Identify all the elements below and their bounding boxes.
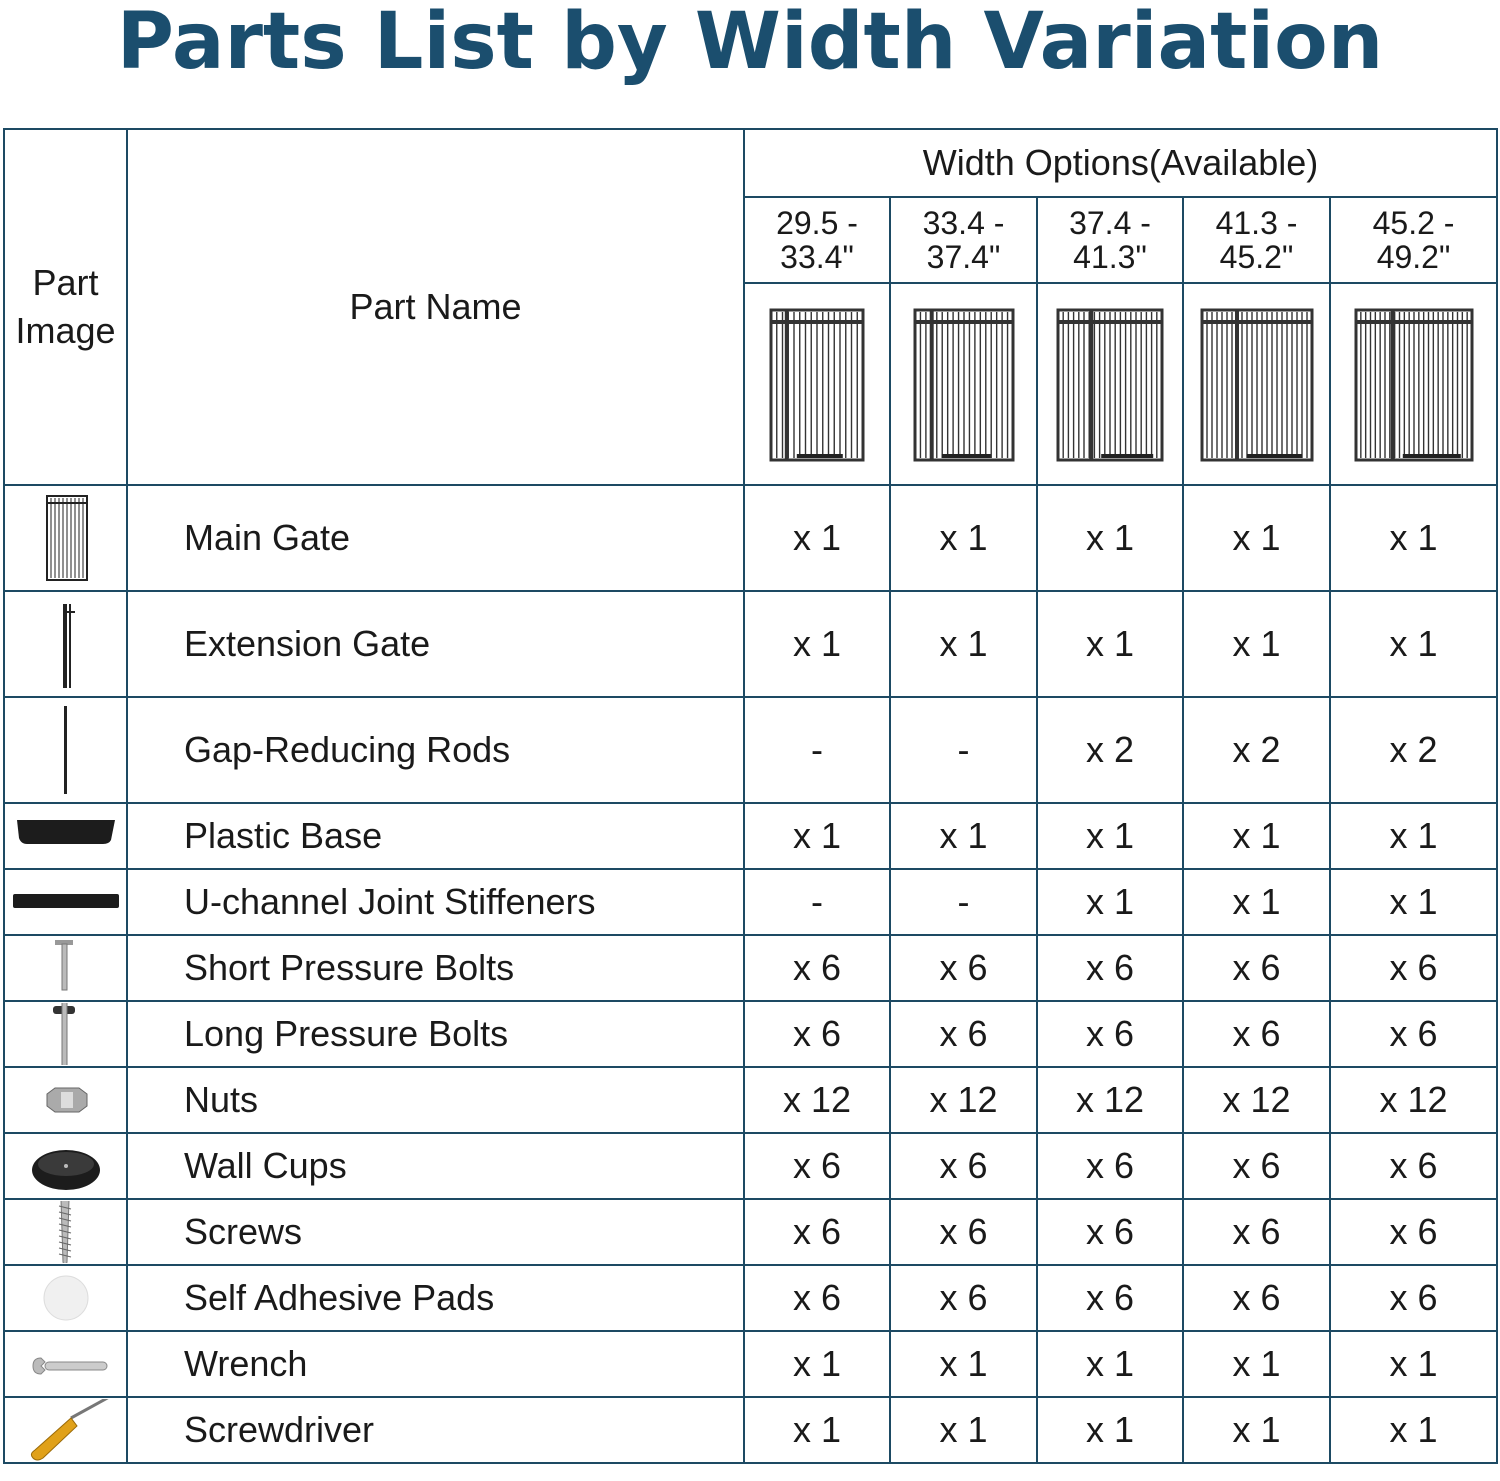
quantity-cell: x 6 [1183,1199,1330,1265]
quantity-cell: x 6 [1183,1133,1330,1199]
quantity-cell: x 6 [890,1001,1037,1067]
col-header-part-image [4,129,127,485]
part-name-cell: Nuts [127,1067,744,1133]
part-image-cell [4,697,127,803]
part-image-header-label: Part Image [15,262,116,351]
nut-icon [11,1069,121,1131]
width-range-header [890,197,1037,283]
quantity-cell: x 6 [1183,1001,1330,1067]
quantity-cell: x 12 [1037,1067,1183,1133]
part-name-header-label: Part Name [349,286,522,327]
table-row [4,1001,1497,1067]
quantity-cell: x 6 [1330,1001,1497,1067]
part-name-cell: U-channel Joint Stiffeners [127,869,744,935]
quantity-cell: x 1 [1330,591,1497,697]
quantity-cell: x 12 [890,1067,1037,1133]
gate-illustration [767,302,867,466]
part-name-cell: Screws [127,1199,744,1265]
part-name-cell: Screwdriver [127,1397,744,1463]
quantity-cell: x 12 [744,1067,890,1133]
long-bolt-icon [11,1003,121,1065]
width-options-header: Width Options(Available) [744,129,1497,197]
width-range-to: 33.4" [780,239,854,275]
quantity-cell: x 6 [1037,1265,1183,1331]
wall-cup-icon [11,1135,121,1197]
quantity-cell: x 6 [744,935,890,1001]
gate-illustration [911,302,1017,466]
quantity-cell: x 1 [1183,803,1330,869]
width-range-header [744,197,890,283]
gate-illustration [1352,302,1476,466]
quantity-cell: x 6 [1330,1265,1497,1331]
gate-illustration [1054,302,1166,466]
quantity-cell: x 6 [1037,1001,1183,1067]
quantity-cell: x 6 [744,1133,890,1199]
table-row [4,697,1497,803]
main-gate-icon [11,492,121,584]
quantity-cell: x 6 [1330,1199,1497,1265]
width-range-to: 37.4" [926,239,1001,275]
table-row [4,485,1497,591]
table-row [4,1133,1497,1199]
quantity-cell: x 1 [1037,1331,1183,1397]
adhesive-pad-icon [11,1267,121,1329]
quantity-cell: x 6 [1037,1133,1183,1199]
part-name-cell: Long Pressure Bolts [127,1001,744,1067]
part-name-cell: Short Pressure Bolts [127,935,744,1001]
width-range-to: 49.2" [1376,239,1451,275]
parts-table [3,128,1498,1464]
quantity-cell: x 6 [1330,1133,1497,1199]
table-row [4,1265,1497,1331]
part-image-cell [4,1067,127,1133]
gate-illustration [1198,302,1316,466]
quantity-cell: x 1 [1330,803,1497,869]
part-image-cell [4,1265,127,1331]
gate-45-icon [1330,283,1497,485]
quantity-cell: x 1 [1037,591,1183,697]
table-row [4,869,1497,935]
quantity-cell: x 1 [744,1331,890,1397]
col-header-part-name [127,129,744,485]
quantity-cell: x 1 [744,485,890,591]
gate-33-icon [890,283,1037,485]
quantity-cell: x 1 [1183,1397,1330,1463]
rod-icon [11,704,121,796]
quantity-cell: x 1 [890,591,1037,697]
quantity-cell: x 6 [1037,1199,1183,1265]
quantity-cell: x 2 [1037,697,1183,803]
quantity-cell: - [744,697,890,803]
part-image-cell [4,485,127,591]
quantity-cell: x 1 [1330,1397,1497,1463]
short-bolt-icon [11,937,121,999]
quantity-cell: x 6 [890,1265,1037,1331]
quantity-cell: x 1 [1330,869,1497,935]
quantity-cell: x 12 [1330,1067,1497,1133]
part-image-cell [4,591,127,697]
width-range-from: 33.4 - [922,205,1005,241]
page-title: Parts List by Width Variation [116,0,1384,87]
quantity-cell: x 1 [890,1331,1037,1397]
table-row [4,1331,1497,1397]
width-range-header [1183,197,1330,283]
width-range-from: 41.3 - [1215,205,1298,241]
part-image-cell [4,935,127,1001]
part-name-cell: Plastic Base [127,803,744,869]
part-image-cell [4,1133,127,1199]
quantity-cell: x 2 [1330,697,1497,803]
quantity-cell: x 1 [1183,485,1330,591]
quantity-cell: x 6 [1037,935,1183,1001]
width-range-to: 45.2" [1219,239,1294,275]
quantity-cell: x 1 [1037,485,1183,591]
quantity-cell: x 6 [744,1001,890,1067]
quantity-cell: x 12 [1183,1067,1330,1133]
part-image-cell [4,1397,127,1463]
quantity-cell: x 1 [1037,803,1183,869]
table-row [4,803,1497,869]
gate-37-icon [1037,283,1183,485]
u-channel-icon [11,871,121,933]
quantity-cell: x 6 [1183,935,1330,1001]
width-range-from: 29.5 - [776,205,858,241]
width-range-header [1330,197,1497,283]
part-name-cell: Main Gate [127,485,744,591]
quantity-cell: x 2 [1183,697,1330,803]
part-name-cell: Wall Cups [127,1133,744,1199]
wrench-icon [11,1333,121,1395]
quantity-cell: x 1 [744,1397,890,1463]
part-name-cell: Self Adhesive Pads [127,1265,744,1331]
screw-icon [11,1201,121,1263]
plastic-base-icon [11,805,121,867]
part-image-cell [4,1001,127,1067]
part-name-cell: Extension Gate [127,591,744,697]
width-range-to: 41.3" [1073,239,1147,275]
part-name-cell: Gap-Reducing Rods [127,697,744,803]
screwdriver-icon [11,1399,121,1461]
quantity-cell: x 1 [744,591,890,697]
table-row [4,1199,1497,1265]
quantity-cell: x 1 [890,1397,1037,1463]
quantity-cell: x 1 [890,485,1037,591]
quantity-cell: x 1 [1183,1331,1330,1397]
table-row [4,1397,1497,1463]
quantity-cell: x 1 [1330,485,1497,591]
quantity-cell: - [890,697,1037,803]
width-range-from: 45.2 - [1372,205,1455,241]
quantity-cell: x 6 [890,935,1037,1001]
quantity-cell: x 1 [890,803,1037,869]
quantity-cell: x 6 [890,1133,1037,1199]
quantity-cell: x 1 [1183,591,1330,697]
gate-29-icon [744,283,890,485]
table-row [4,935,1497,1001]
quantity-cell: x 6 [1183,1265,1330,1331]
width-range-from: 37.4 - [1069,205,1151,241]
gate-41-icon [1183,283,1330,485]
quantity-cell: x 1 [1037,1397,1183,1463]
table-row [4,1067,1497,1133]
part-image-cell [4,803,127,869]
extension-gate-icon [11,598,121,690]
quantity-cell: x 1 [744,803,890,869]
quantity-cell: x 1 [1330,1331,1497,1397]
quantity-cell: - [890,869,1037,935]
quantity-cell: x 6 [744,1265,890,1331]
part-image-cell [4,1199,127,1265]
quantity-cell: - [744,869,890,935]
quantity-cell: x 6 [1330,935,1497,1001]
quantity-cell: x 6 [890,1199,1037,1265]
quantity-cell: x 6 [744,1199,890,1265]
part-name-cell: Wrench [127,1331,744,1397]
quantity-cell: x 1 [1037,869,1183,935]
part-image-cell [4,869,127,935]
quantity-cell: x 1 [1183,869,1330,935]
part-image-cell [4,1331,127,1397]
width-range-header [1037,197,1183,283]
table-row [4,591,1497,697]
